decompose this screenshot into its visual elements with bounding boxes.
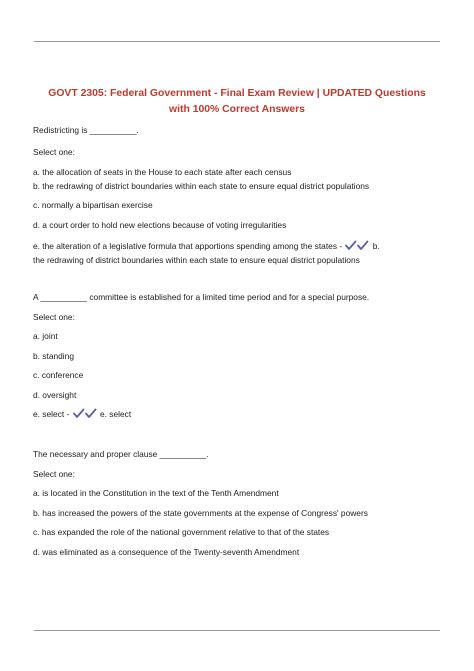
question-1-answer: b. bbox=[372, 241, 380, 251]
question-1-prompt: Redistricting is __________. bbox=[33, 125, 139, 135]
question-1-option-a: a. the allocation of seats in the House to each state after each census bbox=[33, 167, 292, 177]
title-line-2: with 100% Correct Answers bbox=[169, 103, 305, 115]
question-3-option-c: c. has expanded the role of the national government relative to that of the states bbox=[33, 527, 330, 537]
question-1-option-d: d. a court order to hold new elections because of voting irregularities bbox=[33, 220, 287, 230]
bottom-divider bbox=[34, 630, 440, 631]
question-3-prompt: The necessary and proper clause __________. bbox=[33, 449, 209, 459]
question-2-option-b: b. standing bbox=[33, 351, 74, 361]
question-2-option-e bbox=[33, 408, 131, 419]
question-1-option-b: b. the redrawing of district boundaries within each state to ensure equal district populations bbox=[33, 181, 370, 191]
question-2-option-e-text: e. select - bbox=[33, 409, 70, 419]
document-title bbox=[40, 86, 434, 117]
question-2-option-c: c. conference bbox=[33, 370, 84, 380]
double-check-icon bbox=[345, 240, 369, 251]
top-divider bbox=[34, 41, 440, 42]
question-1-option-e bbox=[33, 240, 380, 251]
question-3-option-d: d. was eliminated as a consequence of the Twenty-seventh Amendment bbox=[33, 547, 300, 557]
double-check-icon bbox=[73, 408, 97, 419]
question-1-answer-continued: the redrawing of district boundaries within each state to ensure equal district populations bbox=[33, 255, 360, 265]
title-line-1: GOVT 2305: Federal Government - Final Exam Review | UPDATED Questions bbox=[48, 88, 426, 99]
question-1-option-e-text: e. the alteration of a legislative formula that apportions spending among the states - bbox=[33, 241, 343, 251]
question-2-option-d: d. oversight bbox=[33, 390, 77, 400]
question-3-option-b: b. has increased the powers of the state governments at the expense of Congress' powers bbox=[33, 508, 368, 518]
question-3-option-a: a. is located in the Constitution in the text of the Tenth Amendment bbox=[33, 488, 279, 498]
question-2-prompt: A __________ committee is established for a limited time period and for a special purpose. bbox=[33, 292, 370, 302]
question-2-answer: e. select bbox=[99, 409, 132, 419]
question-2-select-label: Select one: bbox=[33, 312, 75, 322]
question-1-option-c: c. normally a bipartisan exercise bbox=[33, 200, 153, 210]
question-2-option-a: a. joint bbox=[33, 331, 58, 341]
question-1-select-label: Select one: bbox=[33, 147, 75, 157]
question-3-select-label: Select one: bbox=[33, 469, 75, 479]
